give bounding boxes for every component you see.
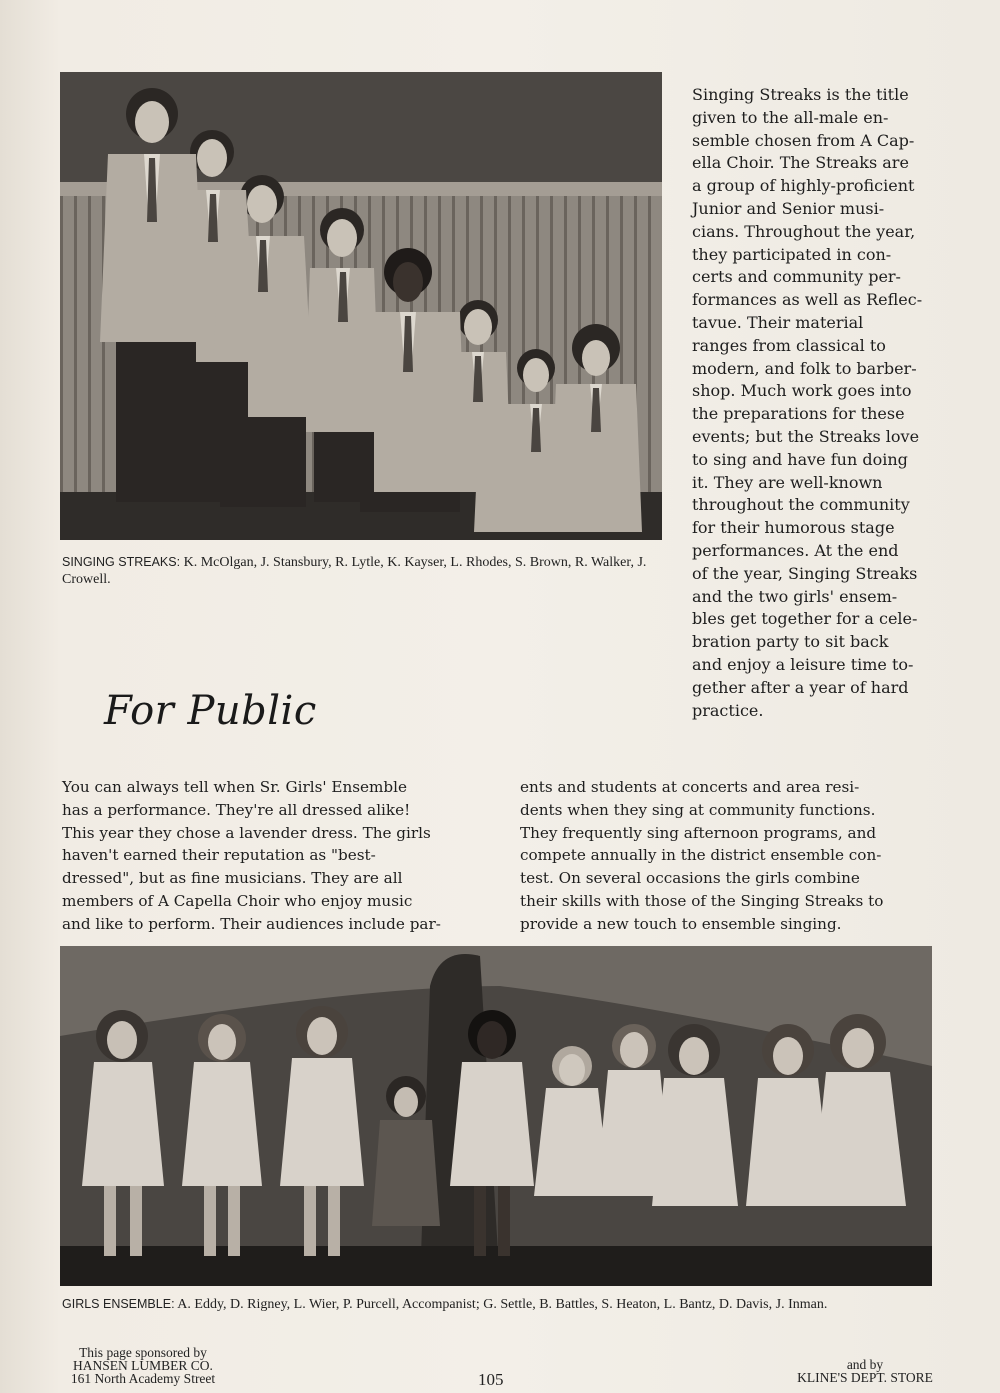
- section-heading: For Public: [104, 688, 317, 734]
- article-column-right: ents and students at concerts and area resi- dents when they sing at community functions. They frequently sing afternoon programs, and compete annually in the district ensemble con- test. On several occasions the girls combine their skills with those of the Singing Streaks to provide a new touch to ensemble singing.: [520, 778, 884, 933]
- singing-streaks-caption: [62, 554, 664, 588]
- girls-ensemble-photo-image: [60, 946, 932, 1286]
- caption-label: GIRLS ENSEMBLE:: [62, 1297, 175, 1311]
- sponsor-footer-right: [770, 1358, 960, 1384]
- page-number: 105: [478, 1370, 504, 1389]
- sponsor-name: HANSEN LUMBER CO.: [73, 1358, 213, 1373]
- singing-streaks-article: Singing Streaks is the title given to the all-male en- semble chosen from A Cap- ella Choir. The Streaks are a group of highly-proficient Junior and Senior musi- cians. Throughout the year, they participated in con- certs and community per- formances as well as Reflec- tavue. Their material ranges from classical to modern, and folk to barber- shop. Much work goes into the preparations for these events; but the Streaks love to sing and have fun doing it. They are well-known throughout the community for their humorous stage performances. At the end of the year, Singing Streaks and the two girls' ensem- bles get together for a cele- bration party to sit back and enjoy a leisure time to- gether after a year of hard practice.: [692, 85, 923, 720]
- girls-ensemble-caption: [62, 1296, 942, 1313]
- singing-streaks-photo-image: [60, 72, 662, 540]
- article-column-left: You can always tell when Sr. Girls' Ensemble has a performance. They're all dressed alike! This year they chose a lavender dress. The girls haven't earned their reputation as "best- dressed", but as fine musicians. They are all members of A Capella Choir who enjoy music and like to perform. Their audiences include par-: [62, 778, 441, 933]
- caption-label: SINGING STREAKS:: [62, 555, 181, 569]
- sponsor-line: This page sponsored by: [79, 1345, 207, 1360]
- sponsor-footer-left: [38, 1346, 248, 1385]
- sponsor-address: 161 North Academy Street: [70, 1371, 216, 1386]
- and-by-line: and by: [846, 1357, 884, 1372]
- singing-streaks-photo: [60, 72, 662, 540]
- second-sponsor-name: KLINE'S DEPT. STORE: [797, 1370, 933, 1385]
- girls-ensemble-photo: [60, 946, 932, 1286]
- caption-names: K. McOlgan, J. Stansbury, R. Lytle, K. Kayser, L. Rhodes, S. Brown, R. Walker, J. Crowell.: [62, 555, 647, 587]
- caption-names: A. Eddy, D. Rigney, L. Wier, P. Purcell, Accompanist; G. Settle, B. Battles, S. Heaton, L. Bantz, D. Davis, J. Inman.: [177, 1297, 828, 1312]
